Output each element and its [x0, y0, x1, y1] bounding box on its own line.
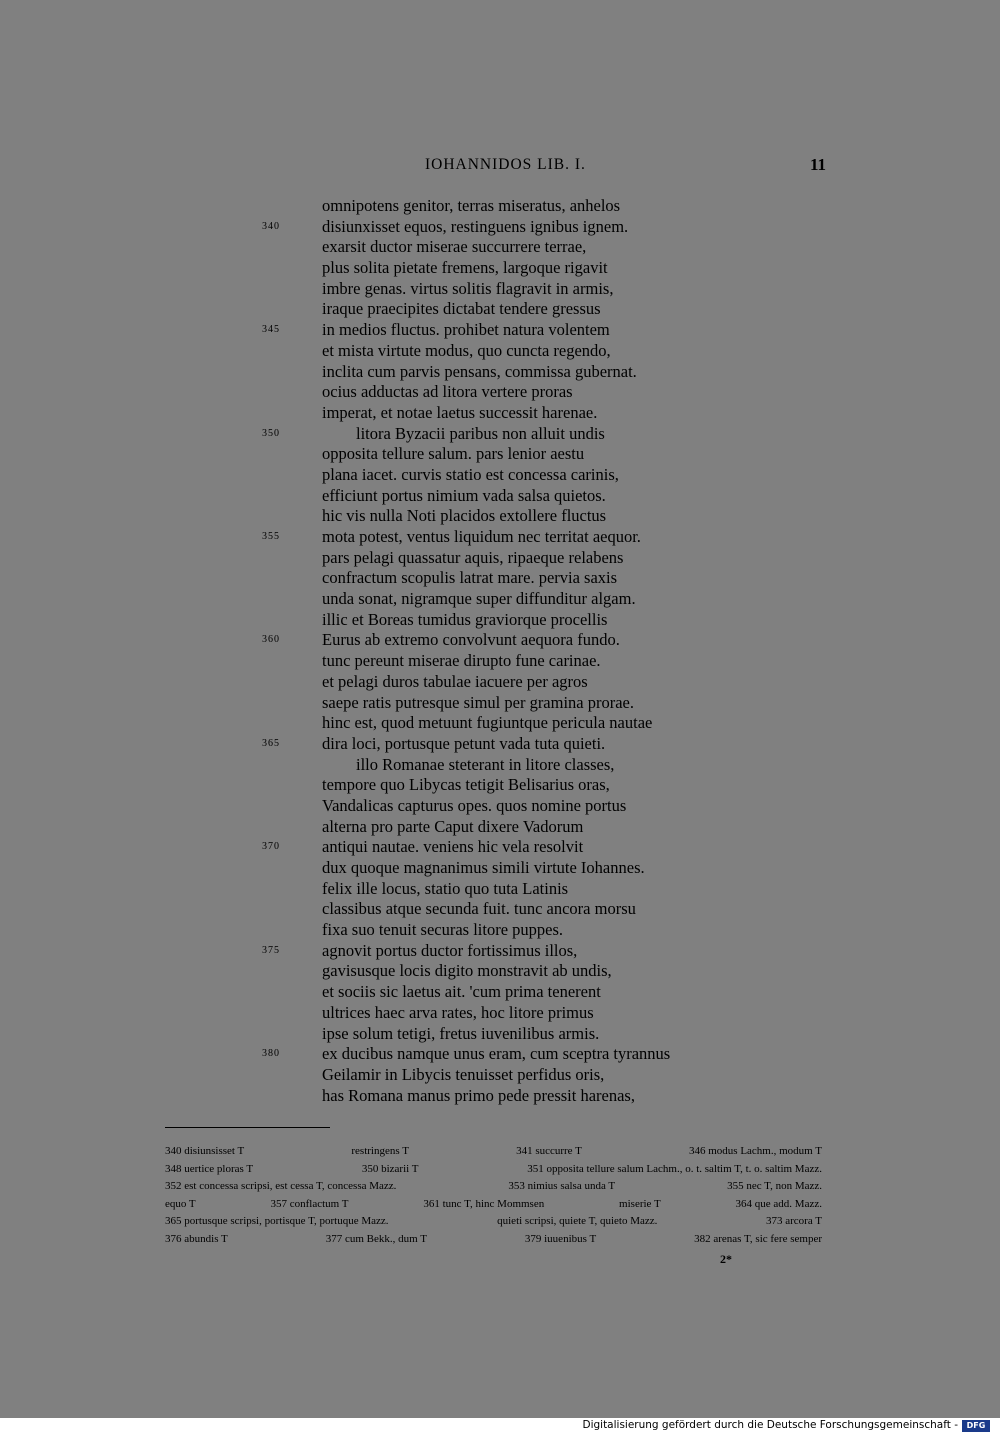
verse-text: Eurus ab extremo convolvunt aequora fundo. — [322, 630, 620, 650]
note-line — [0, 1196, 1000, 1214]
dfg-logo-icon: DFG — [962, 1420, 990, 1432]
verse-text: imperat, et notae laetus successit harenae. — [322, 402, 598, 422]
verse-text: agnovit portus ductor fortissimus illos, — [322, 940, 578, 960]
note-entry: 352 est concessa scripsi, est cessa T, concessa Mazz. — [165, 1180, 397, 1193]
verse-line — [0, 672, 1000, 693]
verse-text: inclita cum parvis pensans, commissa gubernat. — [322, 361, 637, 381]
verse-line — [0, 817, 1000, 838]
verse-line — [0, 299, 1000, 320]
verse-line — [0, 651, 1000, 672]
verse-line — [0, 196, 1000, 217]
note-entry: 351 opposita tellure salum Lachm., o. t. saltim T, t. o. saltim Mazz. — [527, 1162, 822, 1175]
verse-text: illo Romanae steterant in litore classes, — [356, 754, 615, 774]
verse-text: classibus atque secunda fuit. tunc ancora morsu — [322, 899, 636, 919]
verse-line — [0, 1086, 1000, 1107]
verse-line — [0, 879, 1000, 900]
note-entry: 379 iuuenibus T — [524, 1232, 597, 1245]
note-entry: equo T — [165, 1197, 196, 1210]
line-number: 380 — [262, 1048, 280, 1060]
footnote-rule — [165, 1127, 330, 1128]
note-entry: 348 uertice ploras T — [165, 1162, 254, 1175]
verse-line — [0, 837, 1000, 858]
verse-line — [0, 713, 1000, 734]
verse-line — [0, 279, 1000, 300]
verse-text: omnipotens genitor, terras miseratus, anhelos — [322, 196, 621, 215]
verse-text: hinc est, quod metuunt fugiuntque pericula nautae — [322, 713, 653, 733]
verse-line — [0, 444, 1000, 465]
verse-line — [0, 217, 1000, 238]
line-number: 350 — [262, 427, 280, 439]
note-entry: 376 abundis T — [165, 1232, 228, 1245]
note-entry: 364 que add. Mazz. — [735, 1197, 822, 1210]
note-entry: restringens T — [351, 1145, 409, 1157]
running-title: IOHANNIDOS LIB. I. — [425, 156, 586, 173]
note-entry: 382 arenas T, sic fere semper — [694, 1232, 822, 1245]
verse-line — [0, 362, 1000, 383]
verse-line — [0, 568, 1000, 589]
verse-text: opposita tellure salum. pars lenior aestu — [322, 444, 585, 464]
note-entry: 350 bizarii T — [361, 1162, 419, 1175]
verse-text: dira loci, portusque petunt vada tuta quieti. — [322, 733, 606, 753]
verse-text: et mista virtute modus, quo cuncta regendo, — [322, 340, 611, 360]
verse-line — [0, 1065, 1000, 1086]
note-entry: 353 nimius salsa unda T — [508, 1180, 616, 1193]
verse-text: Vandalicas capturus opes. quos nomine portus — [322, 795, 627, 815]
note-entry: 373 arcora T — [766, 1215, 822, 1228]
verse-line — [0, 734, 1000, 755]
verse-text: plus solita pietate fremens, largoque rigavit — [322, 258, 608, 278]
verse-text: saepe ratis putresque simul per gramina prorae. — [322, 692, 635, 712]
note-entry: 341 succurre T — [516, 1145, 582, 1157]
verse-text: disiunxisset equos, restinguens ignibus ignem. — [322, 216, 629, 236]
verse-text: in medios fluctus. prohibet natura volentem — [322, 320, 610, 340]
line-number: 365 — [262, 737, 280, 749]
verse-text: illic et Boreas tumidus graviorque procellis — [322, 609, 608, 629]
verse-line — [0, 403, 1000, 424]
verse-line — [0, 920, 1000, 941]
note-entry: 340 disiunsisset T — [165, 1145, 245, 1157]
verse-line — [0, 755, 1000, 776]
verse-text: exarsit ductor miserae succurrere terrae, — [322, 237, 587, 257]
verse-text: felix ille locus, statio quo tuta Latinis — [322, 878, 569, 898]
verse-line — [0, 961, 1000, 982]
verse-text: alterna pro parte Caput dixere Vadorum — [322, 816, 584, 836]
note-line — [0, 1213, 1000, 1231]
note-entry: 377 cum Bekk., dum T — [325, 1232, 427, 1245]
verse-line — [0, 1024, 1000, 1045]
verse-text: pars pelagi quassatur aquis, ripaeque relabens — [322, 547, 624, 567]
note-entry: 357 conflactum T — [270, 1197, 349, 1210]
verse-line — [0, 548, 1000, 569]
verse-line — [0, 258, 1000, 279]
verse-line — [0, 630, 1000, 651]
verse-line — [0, 465, 1000, 486]
footer-bar — [0, 1418, 1000, 1434]
apparatus-criticus — [0, 1143, 1000, 1249]
line-number: 370 — [262, 841, 280, 853]
note-line — [0, 1161, 1000, 1179]
verse-line — [0, 775, 1000, 796]
verse-line — [0, 486, 1000, 507]
note-entry: 365 portusque scripsi, portisque T, portuque Mazz. — [165, 1215, 389, 1228]
verse-text: antiqui nautae. veniens hic vela resolvit — [322, 837, 584, 857]
verse-line — [0, 506, 1000, 527]
verse-line — [0, 424, 1000, 445]
verse-text: ipse solum tetigi, fretus iuvenilibus armis. — [322, 1023, 600, 1043]
line-number: 375 — [262, 944, 280, 956]
verse-text: iraque praecipites dictabat tendere gressus — [322, 299, 601, 319]
verse-text: litora Byzacii paribus non alluit undis — [356, 423, 605, 443]
verse-text: fixa suo tenuit securas litore puppes. — [322, 920, 564, 940]
verse-line — [0, 1003, 1000, 1024]
verse-line — [0, 237, 1000, 258]
note-line — [0, 1231, 1000, 1249]
verse-text: dux quoque magnanimus simili virtute Iohannes. — [322, 858, 645, 877]
verse-line — [0, 320, 1000, 341]
verse-text: unda sonat, nigramque super diffunditur algam. — [322, 589, 636, 609]
verse-text: efficiunt portus nimium vada salsa quietos. — [322, 485, 606, 505]
verse-block — [0, 196, 1000, 1106]
verse-line — [0, 693, 1000, 714]
note-entry: 346 modus Lachm., modum T — [688, 1145, 822, 1157]
verse-text: plana iacet. curvis statio est concessa carinis, — [322, 464, 619, 484]
verse-line — [0, 382, 1000, 403]
line-number: 340 — [262, 220, 280, 232]
line-number: 355 — [262, 531, 280, 542]
verse-line — [0, 858, 1000, 879]
verse-text: hic vis nulla Noti placidos extollere fluctus — [322, 506, 607, 526]
note-line — [0, 1178, 1000, 1196]
verse-line — [0, 941, 1000, 962]
verse-line — [0, 610, 1000, 631]
verse-text: tunc pereunt miserae dirupto fune carinae. — [322, 651, 601, 671]
running-header — [0, 156, 1000, 180]
verse-text: et pelagi duros tabulae iacuere per agros — [322, 671, 588, 691]
footer-credit: Digitalisierung gefördert durch die Deutsche Forschungsgemeinschaft - — [582, 1419, 958, 1431]
note-entry: 355 nec T, non Mazz. — [727, 1180, 822, 1193]
page-number: 11 — [810, 155, 827, 174]
verse-text: ocius adductas ad litora vertere proras — [322, 382, 573, 402]
verse-text: ex ducibus namque unus eram, cum sceptra tyrannus — [322, 1044, 671, 1064]
verse-text: has Romana manus primo pede pressit harenas, — [322, 1085, 635, 1105]
verse-line — [0, 899, 1000, 920]
note-line — [0, 1143, 1000, 1161]
verse-text: confractum scopulis latrat mare. pervia saxis — [322, 568, 618, 588]
verse-text: Geilamir in Libycis tenuisset perfidus oris, — [322, 1064, 605, 1084]
verse-text: et sociis sic laetus ait. 'cum prima tenerent — [322, 982, 601, 1002]
note-entry: miserie T — [619, 1197, 661, 1210]
verse-text: gavisusque locis digito monstravit ab undis, — [322, 961, 612, 981]
verse-text: imbre genas. virtus solitis flagravit in armis, — [322, 278, 614, 298]
verse-text: mota potest, ventus liquidum nec territat aequor. — [322, 527, 641, 546]
verse-line — [0, 1044, 1000, 1065]
verse-text: ultrices haec arva rates, hoc litore primus — [322, 1002, 594, 1022]
line-number: 345 — [262, 324, 280, 336]
verse-line — [0, 341, 1000, 362]
verse-line — [0, 796, 1000, 817]
note-entry: 361 tunc T, hinc Mommsen — [423, 1197, 545, 1210]
verse-line — [0, 982, 1000, 1003]
note-entry: quieti scripsi, quiete T, quieto Mazz. — [497, 1215, 658, 1228]
verse-line — [0, 527, 1000, 548]
line-number: 360 — [262, 634, 280, 646]
verse-text: tempore quo Libycas tetigit Belisarius oras, — [322, 775, 610, 795]
signature-mark: 2* — [720, 1252, 732, 1266]
verse-line — [0, 589, 1000, 610]
